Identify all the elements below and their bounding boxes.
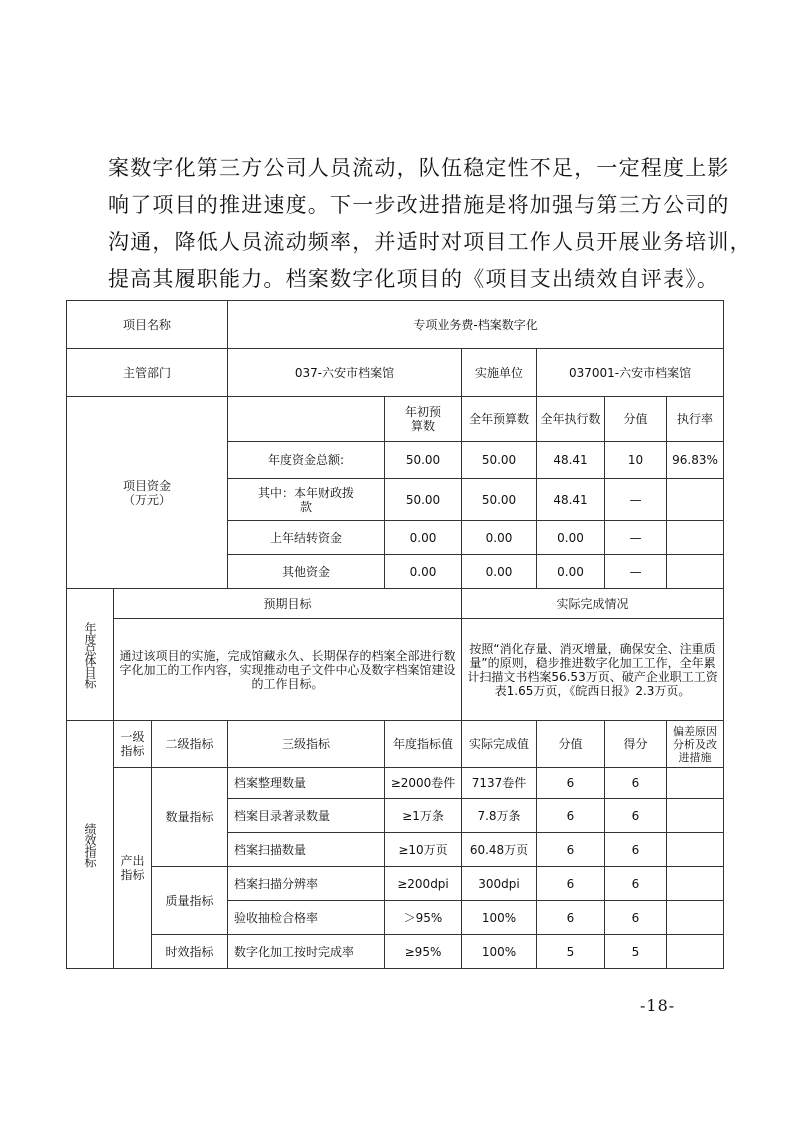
indicator-target: ≥200dpi: [385, 867, 462, 901]
indicator-target: ≥10万页: [385, 833, 462, 867]
level1-label: 产出 指标: [114, 768, 152, 969]
indicator-target: ≥2000卷件: [385, 768, 462, 799]
indicator-name: 档案整理数量: [228, 768, 385, 799]
fund-header: 执行率: [667, 397, 724, 442]
indicator-got: 5: [605, 935, 667, 969]
project-name-label: 项目名称: [67, 301, 228, 349]
indicator-target: ＞95%: [385, 901, 462, 935]
indicator-actual: 7.8万条: [462, 799, 537, 833]
fund-row-label: 其中：本年财政拨 款: [228, 479, 385, 521]
fund-header-blank: [228, 397, 385, 442]
indicator-actual: 7137卷件: [462, 768, 537, 799]
indicator-note: [667, 768, 724, 799]
fund-cell: 0.00: [462, 555, 537, 589]
perf-label-text: 绩效指标: [83, 822, 97, 867]
fund-cell: 48.41: [537, 442, 605, 479]
fund-cell: —: [605, 479, 667, 521]
funds-label: 项目资金 （万元）: [67, 397, 228, 589]
indicator-note: [667, 935, 724, 969]
fund-cell: —: [605, 555, 667, 589]
indicator-note: [667, 867, 724, 901]
indicator-name: 数字化加工按时完成率: [228, 935, 385, 969]
indicator-actual: 100%: [462, 901, 537, 935]
fund-row-label: 上年结转资金: [228, 521, 385, 555]
impl-label: 实施单位: [462, 349, 537, 397]
performance-self-evaluation-table: [66, 300, 724, 969]
fund-cell: 50.00: [462, 479, 537, 521]
fund-header: 全年预算数: [462, 397, 537, 442]
perf-header: 二级指标: [152, 721, 228, 768]
perf-header: 偏差原因 分析及改 进措施: [667, 721, 724, 768]
fund-cell: [667, 479, 724, 521]
indicator-actual: 300dpi: [462, 867, 537, 901]
indicator-got: 6: [605, 833, 667, 867]
indicator-score: 6: [537, 833, 605, 867]
paragraph-line: 沟通，降低人员流动频率，并适时对项目工作人员开展业务培训，: [108, 230, 752, 254]
fund-row-label: 年度资金总额:: [228, 442, 385, 479]
annual-goal-label: [67, 589, 114, 721]
perf-header: 实际完成值: [462, 721, 537, 768]
indicator-score: 6: [537, 768, 605, 799]
indicator-target: ≥1万条: [385, 799, 462, 833]
indicator-note: [667, 799, 724, 833]
indicator-actual: 60.48万页: [462, 833, 537, 867]
indicator-got: 6: [605, 799, 667, 833]
fund-cell: 48.41: [537, 479, 605, 521]
fund-cell: 0.00: [385, 555, 462, 589]
fund-cell: 0.00: [537, 555, 605, 589]
indicator-note: [667, 901, 724, 935]
indicator-name: 档案目录著录数量: [228, 799, 385, 833]
expected-goal-header: 预期目标: [114, 589, 462, 619]
fund-cell: 96.83%: [667, 442, 724, 479]
indicator-note: [667, 833, 724, 867]
perf-header: 三级指标: [228, 721, 385, 768]
indicator-got: 6: [605, 768, 667, 799]
fund-cell: 0.00: [385, 521, 462, 555]
fund-cell: [667, 555, 724, 589]
indicator-got: 6: [605, 901, 667, 935]
fund-cell: [667, 521, 724, 555]
fund-header: 年初预 算数: [385, 397, 462, 442]
fund-header: 全年执行数: [537, 397, 605, 442]
actual-header: 实际完成情况: [462, 589, 724, 619]
indicator-actual: 100%: [462, 935, 537, 969]
indicator-score: 6: [537, 867, 605, 901]
paragraph-line: 提高其履职能力。档案数字化项目的《项目支出绩效自评表》。: [108, 267, 720, 291]
dept-label: 主管部门: [67, 349, 228, 397]
perf-header: 分值: [537, 721, 605, 768]
indicator-score: 5: [537, 935, 605, 969]
fund-cell: 50.00: [385, 479, 462, 521]
fund-cell: —: [605, 521, 667, 555]
fund-cell: 0.00: [537, 521, 605, 555]
annual-goal-label-text: 年度总体目标: [83, 621, 97, 688]
indicator-name: 验收抽检合格率: [228, 901, 385, 935]
paragraph-line: 响了项目的推进速度。下一步改进措施是将加强与第三方公司的: [108, 193, 730, 217]
page-number: -18-: [640, 996, 676, 1015]
indicator-score: 6: [537, 799, 605, 833]
indicator-name: 档案扫描数量: [228, 833, 385, 867]
fund-cell: 50.00: [462, 442, 537, 479]
level2-label: 数量指标: [152, 768, 228, 867]
level2-label: 质量指标: [152, 867, 228, 935]
fund-cell: 0.00: [462, 521, 537, 555]
fund-cell: 50.00: [385, 442, 462, 479]
perf-header: 一级 指标: [114, 721, 152, 768]
indicator-score: 6: [537, 901, 605, 935]
fund-header: 分值: [605, 397, 667, 442]
indicator-name: 档案扫描分辨率: [228, 867, 385, 901]
expected-goal-text: 通过该项目的实施，完成馆藏永久、长期保存的档案全部进行数字化加工的工作内容，实现推动电子文件中心及数字档案馆建设的工作目标。: [114, 619, 462, 721]
indicator-got: 6: [605, 867, 667, 901]
perf-header: 得分: [605, 721, 667, 768]
level2-label: 时效指标: [152, 935, 228, 969]
indicator-target: ≥95%: [385, 935, 462, 969]
fund-row-label: 其他资金: [228, 555, 385, 589]
dept-value: 037-六安市档案馆: [228, 349, 462, 397]
actual-text: 按照“消化存量、消灭增量，确保安全、注重质量”的原则，稳步推进数字化加工工作，全年累计扫描文书档案56.53万页、破产企业职工工资表1.65万页，《皖西日报》2.3万页。: [462, 619, 724, 721]
fund-cell: 10: [605, 442, 667, 479]
perf-label: [67, 721, 114, 969]
impl-value: 037001-六安市档案馆: [537, 349, 724, 397]
paragraph-line: 案数字化第三方公司人员流动，队伍稳定性不足，一定程度上影: [108, 156, 730, 180]
body-paragraph: [108, 150, 752, 298]
perf-header: 年度指标值: [385, 721, 462, 768]
project-name-value: 专项业务费-档案数字化: [228, 301, 724, 349]
